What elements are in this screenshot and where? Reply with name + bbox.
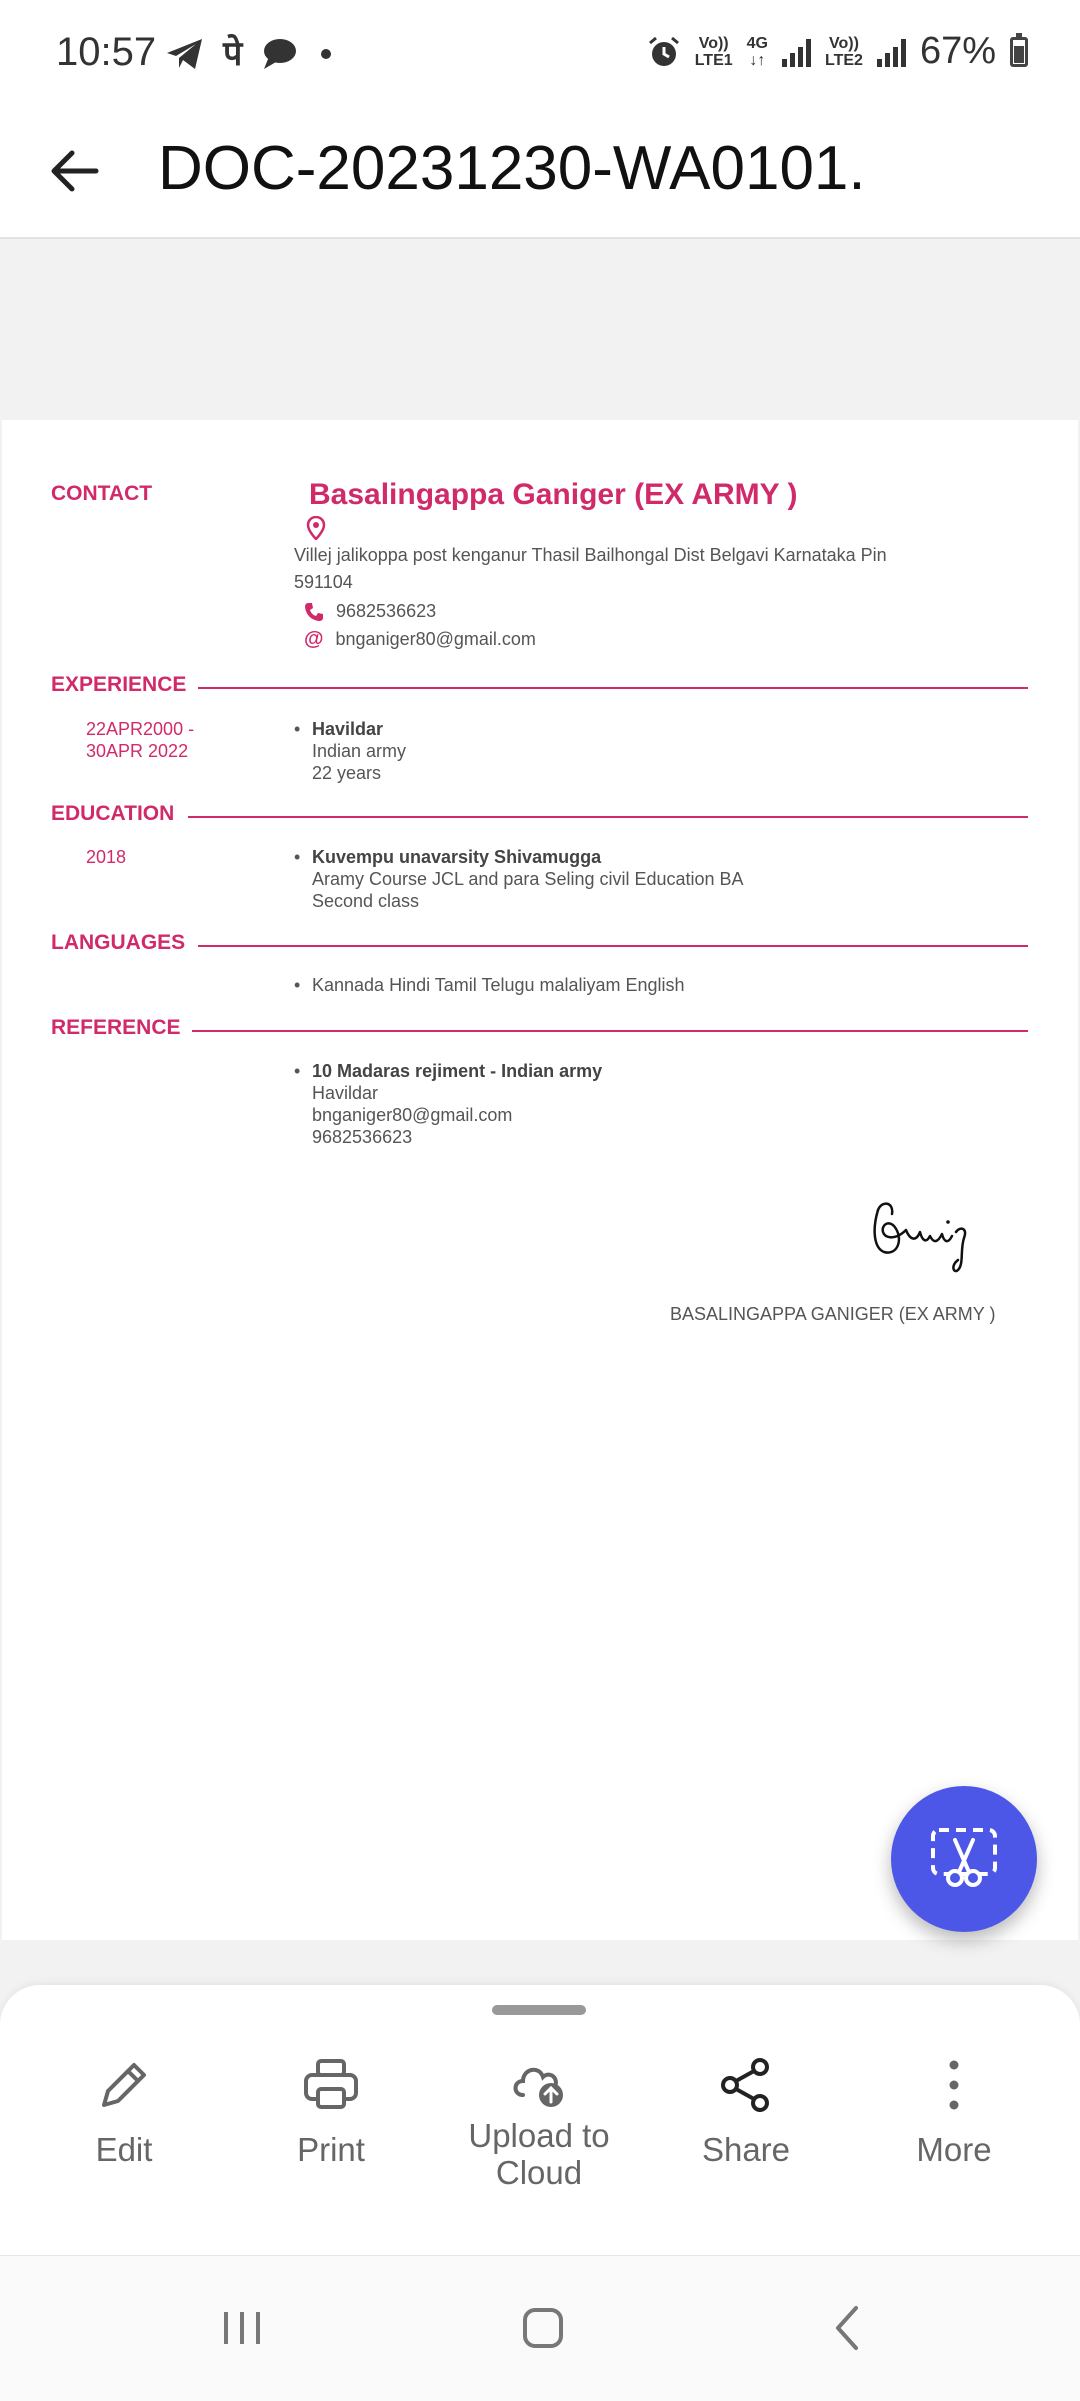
email-row [304,626,536,653]
reference-line1: Havildar [312,1083,379,1103]
upload-to-cloud-label: Upload to Cloud [468,2117,610,2191]
pencil-icon [94,2055,154,2115]
signature-name: BASALINGAPPA GANIGER (EX ARMY ) [670,1304,996,1324]
status-system-icons [647,30,1028,73]
app-bar [0,105,1080,239]
document-page[interactable] [2,420,1078,1940]
print-label: Print [297,2131,365,2168]
status-bar [0,0,1080,105]
experience-line1: Indian army [312,741,407,761]
bottom-action-sheet [0,1985,1080,2255]
status-notification-icons [165,34,336,74]
recent-apps-icon[interactable] [202,2298,282,2358]
location-pin-icon [306,516,326,540]
address-text: Villej jalikoppa post kenganur Thasil Bailhongal Dist Belgavi Karnataka Pin 591104 [294,545,887,592]
education-section-label: EDUCATION [51,802,175,825]
experience-entry: • Havildar Indian army 22 years [294,719,407,783]
back-arrow-icon[interactable] [44,139,108,203]
resume-name: Basalingappa Ganiger (EX ARMY ) [309,478,798,511]
more-button[interactable] [854,2055,1054,2168]
experience-date: 22APR2000 - 30APR 2022 [86,719,195,761]
reference-title: 10 Madaras rejiment - Indian army [312,1061,603,1081]
more-vertical-icon [924,2055,984,2115]
education-date: 2018 [86,847,127,867]
cloud-upload-icon [509,2055,569,2111]
email-text: bnganiger80@gmail.com [335,629,536,649]
sheet-drag-handle[interactable] [492,2005,586,2015]
education-divider [188,816,1028,818]
capture-fab-button[interactable] [891,1786,1037,1932]
reference-line2: bnganiger80@gmail.com [312,1105,513,1125]
education-line2: Second class [312,891,420,911]
print-button[interactable] [231,2055,431,2168]
edit-label: Edit [95,2131,153,2168]
at-icon: @ [304,628,324,650]
dot-icon [316,44,336,64]
share-button[interactable] [646,2055,846,2168]
scissors-capture-icon [929,1824,999,1894]
experience-section-label: EXPERIENCE [51,673,187,696]
phonepe-icon: पे [223,35,243,73]
education-line1: Aramy Course JCL and para Seling civil Education BA [312,869,744,889]
status-time: 10:57 [56,30,157,74]
languages-text: Kannada Hindi Tamil Telugu malaliyam English [312,975,685,995]
edit-button[interactable] [24,2055,224,2168]
home-icon[interactable] [503,2298,583,2358]
contact-section-label: CONTACT [51,482,153,505]
battery-percent: 67% [919,30,996,72]
share-label: Share [701,2131,791,2168]
alarm-icon [647,35,681,69]
document-title: DOC-20231230-WA0101. [158,134,866,203]
reference-entry: • 10 Madaras rejiment - Indian army Havildar bnganiger80@gmail.com 9682536623 [294,1061,603,1147]
phone-row [304,598,436,625]
experience-line2: 22 years [312,763,382,783]
phone-text: 9682536623 [336,601,437,621]
sim2-volte-label: Vo)) LTE2 [825,34,863,69]
sim2-signal-icon [877,37,906,67]
system-navigation-bar [0,2255,1080,2401]
network-type-label: 4G ↓↑ [746,34,768,69]
languages-divider [198,945,1028,947]
telegram-icon [165,36,205,72]
reference-divider [192,1030,1028,1032]
phone-icon [304,602,324,622]
education-entry: • Kuvempu unavarsity Shivamugga Aramy Course JCL and para Seling civil Education BA Second class [294,847,744,911]
reference-section-label: REFERENCE [51,1016,181,1039]
battery-icon [1010,37,1028,67]
more-label: More [916,2131,992,2168]
sim1-volte-label: Vo)) LTE1 [694,34,733,69]
upload-to-cloud-button[interactable] [439,2055,639,2191]
share-icon [716,2055,776,2115]
reference-line3: 9682536623 [312,1127,413,1147]
education-title: Kuvempu unavarsity Shivamugga [312,847,602,867]
languages-section-label: LANGUAGES [51,931,186,954]
sim1-signal-icon [782,37,811,67]
handwritten-signature [864,1190,994,1280]
languages-entry: • Kannada Hindi Tamil Telugu malaliyam English [294,975,685,995]
printer-icon [301,2055,361,2115]
back-nav-icon[interactable] [808,2298,888,2358]
experience-title: Havildar [312,719,384,739]
experience-divider [198,687,1028,689]
chat-icon [260,37,298,71]
